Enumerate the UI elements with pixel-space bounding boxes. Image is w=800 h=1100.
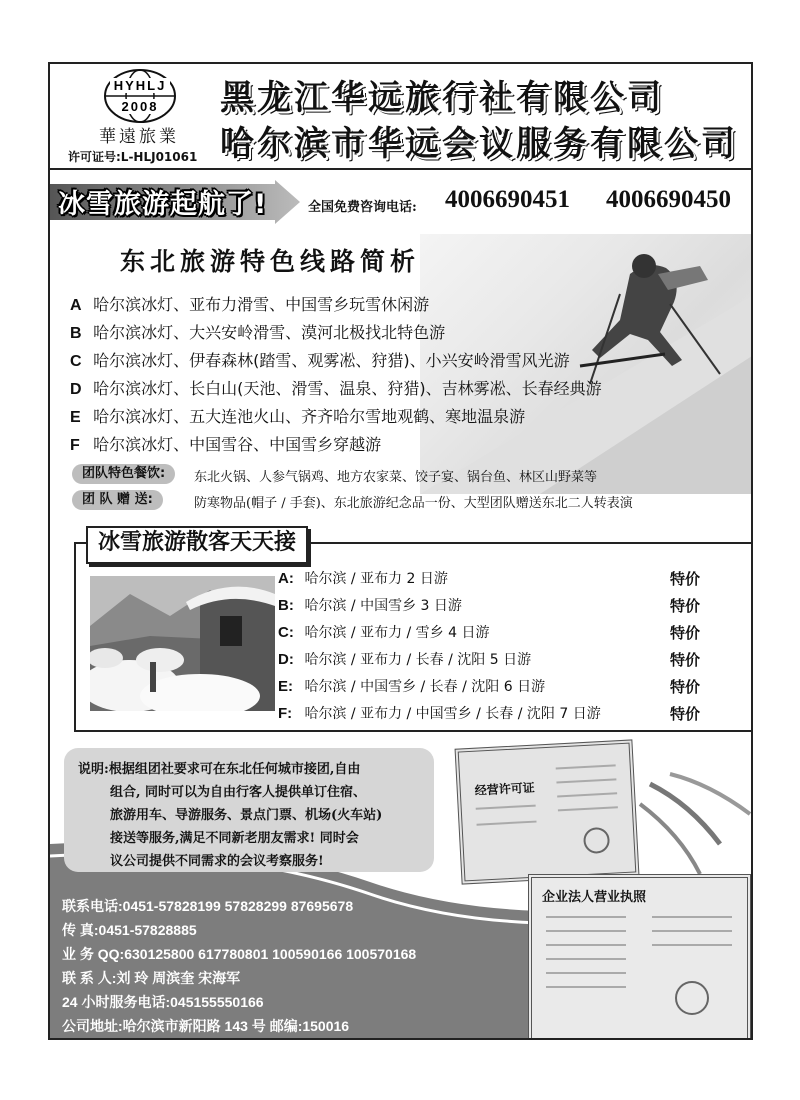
trip-letter: E: <box>278 678 293 695</box>
trip-letter: F: <box>278 705 293 722</box>
trip-price: 特价 <box>670 651 701 669</box>
logo-letters: HYHLJ <box>113 78 167 93</box>
trip-price: 特价 <box>670 624 701 642</box>
cert-title: 企业法人营业执照 <box>542 890 647 905</box>
business-license-certificate <box>528 874 751 1040</box>
route-item <box>70 292 429 315</box>
trip-item <box>278 568 448 588</box>
note-box <box>64 748 434 872</box>
trip-letter: A: <box>278 570 294 587</box>
routes-title: 东北旅游特色线路简析 <box>120 247 421 276</box>
contact-address: 公司地址:哈尔滨市新阳路 143 号 邮编:150016 <box>62 1018 350 1034</box>
trip-price: 特价 <box>670 570 701 588</box>
route-letter: B <box>70 325 82 342</box>
route-text: 哈尔滨冰灯、大兴安岭滑雪、漠河北极找北特色游 <box>93 323 446 342</box>
license-number: 许可证号:L-HLJ01061 <box>68 150 198 164</box>
trip-item <box>278 676 545 696</box>
route-letter: E <box>70 409 81 426</box>
trip-letter: B: <box>278 597 294 614</box>
snow-village-photo <box>90 576 275 711</box>
route-letter: D <box>70 381 82 398</box>
note-line <box>110 827 359 846</box>
note-line: 议公司提供不同需求的会议考察服务! <box>110 854 324 869</box>
route-item <box>70 432 381 455</box>
trip-item <box>278 595 462 615</box>
hotline-number-2: 4006690450 <box>606 186 731 213</box>
note-text: 接送等服务,满足不同新老朋友需求! <box>110 831 316 846</box>
route-text: 哈尔滨冰灯、长白山(天池、滑雪、温泉、狩猎)、吉林雾凇、长春经典游 <box>93 379 602 398</box>
meal-label: 团队特色餐饮: <box>72 464 175 484</box>
snow-village-image-icon <box>90 576 275 711</box>
logo-emblem-icon <box>102 68 178 124</box>
trip-item <box>278 649 531 669</box>
slogan-text: 冰雪旅游起航了! <box>58 189 268 220</box>
trip-text: 哈尔滨 / 亚布力 / 中国雪乡 / 长春 / 沈阳 7 日游 <box>304 706 601 722</box>
route-letter: C <box>70 353 82 370</box>
header-divider <box>50 168 751 170</box>
contact-phone: 联系电话:0451-57828199 57828299 87695678 <box>62 898 354 914</box>
trip-text: 哈尔滨 / 亚布力 2 日游 <box>304 571 448 587</box>
contact-qq: 业 务 QQ:630125800 617780801 100590166 100570168 <box>62 946 417 962</box>
trip-text: 哈尔滨 / 中国雪乡 / 长春 / 沈阳 6 日游 <box>304 679 546 695</box>
note-text: 同时会 <box>319 831 359 846</box>
route-item <box>70 404 525 427</box>
hotline-number-1: 4006690451 <box>445 186 570 213</box>
logo-year: 2008 <box>121 99 159 114</box>
note-line <box>78 758 360 777</box>
hotline-label: 全国免费咨询电话: <box>308 200 417 215</box>
trip-letter: C: <box>278 624 294 641</box>
route-text: 哈尔滨冰灯、亚布力滑雪、中国雪乡玩雪休闲游 <box>93 295 430 314</box>
note-text: 根据组团社要求可在东北任何城市接团,自由 <box>108 762 361 777</box>
note-line: 组合, 同时可以为自由行客人提供单订住宿、 <box>110 785 367 800</box>
trip-item <box>278 703 601 723</box>
trip-text: 哈尔滨 / 亚布力 / 长春 / 沈阳 5 日游 <box>304 652 532 668</box>
route-text: 哈尔滨冰灯、五大连池火山、齐齐哈尔雪地观鹤、寒地温泉游 <box>93 407 526 426</box>
trip-text: 哈尔滨 / 中国雪乡 3 日游 <box>304 598 462 614</box>
cert-title: 经营许可证 <box>474 780 536 798</box>
company-name-travel: 黑龙江华远旅行社有限公司 <box>220 78 664 118</box>
contact-24h: 24 小时服务电话:045155550166 <box>62 994 264 1010</box>
business-permit-certificate <box>455 739 640 884</box>
route-text: 哈尔滨冰灯、中国雪谷、中国雪乡穿越游 <box>93 435 382 454</box>
note-line: 旅游用车、导游服务、景点门票、机场(火车站) <box>110 808 383 823</box>
seal-icon <box>672 978 712 1018</box>
trips-title-text: 冰雪旅游散客天天接 <box>98 530 297 555</box>
trip-text: 哈尔滨 / 亚布力 / 雪乡 4 日游 <box>304 625 490 641</box>
trips-title <box>86 526 308 564</box>
route-item <box>70 320 445 343</box>
company-name-conference: 哈尔滨市华远会议服务有限公司 <box>220 124 738 164</box>
trip-price: 特价 <box>670 678 701 696</box>
contact-fax: 传 真:0451-57828885 <box>62 922 197 938</box>
logo-chinese-name: 華遠旅業 <box>99 127 179 147</box>
meal-text: 东北火锅、人参气锅鸡、地方农家菜、饺子宴、锅台鱼、林区山野菜等 <box>194 470 598 485</box>
trip-letter: D: <box>278 651 294 668</box>
contact-person: 联 系 人:刘 玲 周滨奎 宋海军 <box>62 970 241 986</box>
slogan-banner <box>50 180 300 224</box>
trip-item <box>278 622 490 642</box>
route-text: 哈尔滨冰灯、伊春森林(踏雪、观雾凇、狩猎)、小兴安岭滑雪风光游 <box>93 351 570 370</box>
route-letter: F <box>70 437 80 454</box>
advertisement-page <box>48 62 753 1040</box>
route-item <box>70 376 602 399</box>
seal-icon <box>581 825 613 857</box>
gift-text: 防寒物品(帽子 / 手套)、东北旅游纪念品一份、大型团队赠送东北二人转表演 <box>194 496 633 511</box>
company-logo <box>64 66 214 166</box>
trip-price: 特价 <box>670 705 701 723</box>
route-letter: A <box>70 297 82 314</box>
trip-price: 特价 <box>670 597 701 615</box>
route-item <box>70 348 570 371</box>
note-label: 说明: <box>78 762 109 777</box>
gift-label: 团 队 赠 送: <box>72 490 163 510</box>
